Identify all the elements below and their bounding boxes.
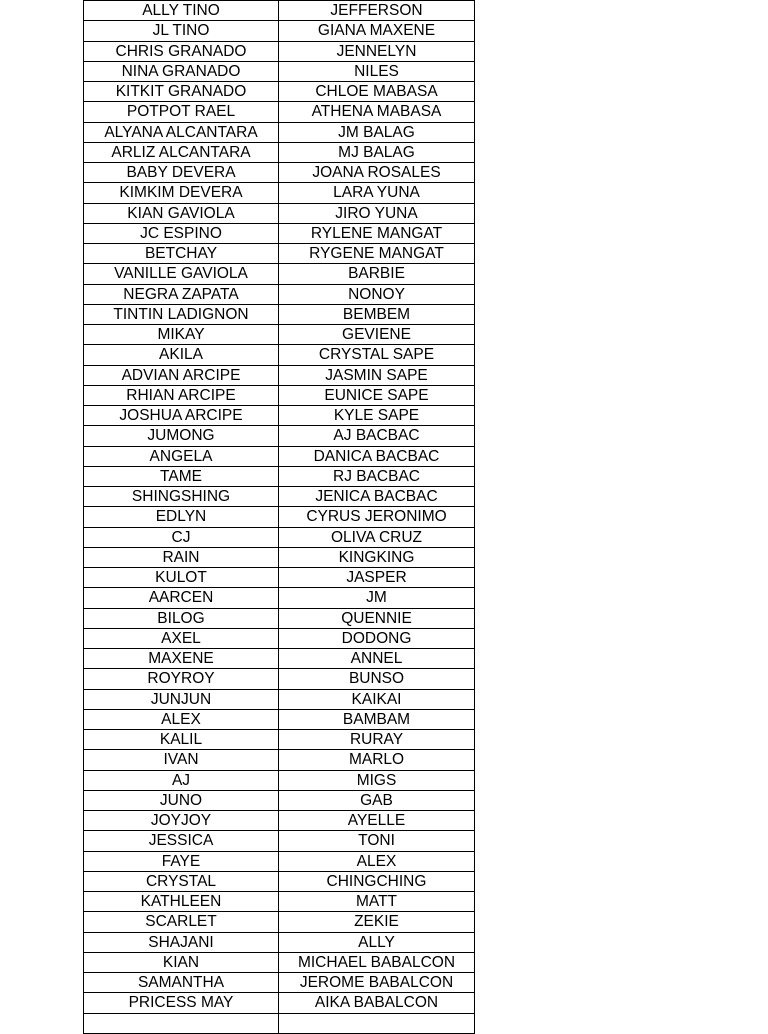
table-row [84, 304, 475, 324]
table-row [84, 203, 475, 223]
name-cell-right: RYGENE MANGAT [279, 244, 475, 264]
table-row [84, 892, 475, 912]
table-row [84, 82, 475, 102]
name-cell-right: DODONG [279, 628, 475, 648]
name-cell-left: PRICESS MAY [84, 993, 279, 1013]
name-list-sheet [83, 0, 475, 1034]
name-cell-right: MIGS [279, 770, 475, 790]
name-cell-right: BARBIE [279, 264, 475, 284]
table-row [84, 608, 475, 628]
table-row [84, 21, 475, 41]
name-cell-left: TAME [84, 466, 279, 486]
name-cell-left: AXEL [84, 628, 279, 648]
table-row [84, 973, 475, 993]
name-cell-right: JM [279, 588, 475, 608]
name-cell-left: MIKAY [84, 325, 279, 345]
table-row [84, 1013, 475, 1033]
table-row [84, 446, 475, 466]
name-cell-left: SAMANTHA [84, 973, 279, 993]
table-row [84, 426, 475, 446]
name-cell-right: LARA YUNA [279, 183, 475, 203]
name-cell-right: DANICA BACBAC [279, 446, 475, 466]
name-cell-left: KATHLEEN [84, 892, 279, 912]
name-cell-right: JM BALAG [279, 122, 475, 142]
table-row [84, 831, 475, 851]
name-cell-right: MICHAEL BABALCON [279, 952, 475, 972]
name-cell-right: RJ BACBAC [279, 466, 475, 486]
name-cell-left: KIMKIM DEVERA [84, 183, 279, 203]
name-cell-right: KAIKAI [279, 689, 475, 709]
name-cell-left: JUNO [84, 790, 279, 810]
name-cell-left: BILOG [84, 608, 279, 628]
name-cell-left: NEGRA ZAPATA [84, 284, 279, 304]
name-cell-left: KIAN [84, 952, 279, 972]
name-cell-left: KITKIT GRANADO [84, 82, 279, 102]
name-cell-left: KULOT [84, 568, 279, 588]
name-cell-left: JC ESPINO [84, 223, 279, 243]
table-row [84, 588, 475, 608]
name-cell-left: ADVIAN ARCIPE [84, 365, 279, 385]
name-cell-right: BEMBEM [279, 304, 475, 324]
name-cell-right: NONOY [279, 284, 475, 304]
table-row [84, 284, 475, 304]
table-row [84, 568, 475, 588]
name-cell-left: JUMONG [84, 426, 279, 446]
name-cell-left: BETCHAY [84, 244, 279, 264]
name-cell-right: GAB [279, 790, 475, 810]
name-cell-right: BUNSO [279, 669, 475, 689]
table-row [84, 1, 475, 21]
name-cell-left: JOSHUA ARCIPE [84, 406, 279, 426]
name-cell-right: JENNELYN [279, 41, 475, 61]
name-cell-right: AYELLE [279, 811, 475, 831]
table-row [84, 790, 475, 810]
name-cell-right: MARLO [279, 750, 475, 770]
table-row [84, 466, 475, 486]
name-cell-right: GIANA MAXENE [279, 21, 475, 41]
name-cell-left: SHINGSHING [84, 487, 279, 507]
table-row [84, 183, 475, 203]
name-cell-left: FAYE [84, 851, 279, 871]
name-cell-right: RURAY [279, 730, 475, 750]
table-row [84, 689, 475, 709]
name-cell-right: AIKA BABALCON [279, 993, 475, 1013]
name-cell-right: JASMIN SAPE [279, 365, 475, 385]
table-row [84, 385, 475, 405]
table-row [84, 365, 475, 385]
table-row [84, 163, 475, 183]
name-cell-right: MATT [279, 892, 475, 912]
table-row [84, 102, 475, 122]
table-row [84, 628, 475, 648]
name-cell-right: ALEX [279, 851, 475, 871]
name-cell-left: AARCEN [84, 588, 279, 608]
name-cell-left: ALEX [84, 709, 279, 729]
table-row [84, 325, 475, 345]
table-row [84, 649, 475, 669]
name-cell-left: ALLY TINO [84, 1, 279, 21]
name-cell-left: TINTIN LADIGNON [84, 304, 279, 324]
table-row [84, 730, 475, 750]
name-cell-right: GEVIENE [279, 325, 475, 345]
table-row [84, 122, 475, 142]
name-cell-right: JASPER [279, 568, 475, 588]
table-row [84, 345, 475, 365]
name-cell-right: CRYSTAL SAPE [279, 345, 475, 365]
name-cell-left: EDLYN [84, 507, 279, 527]
table-row [84, 61, 475, 81]
name-cell-left: CHRIS GRANADO [84, 41, 279, 61]
table-row [84, 750, 475, 770]
table-row [84, 41, 475, 61]
name-table-body [84, 1, 475, 1034]
name-cell-right: KINGKING [279, 547, 475, 567]
name-cell-right: JENICA BACBAC [279, 487, 475, 507]
name-cell-left: VANILLE GAVIOLA [84, 264, 279, 284]
table-row [84, 264, 475, 284]
name-cell-left: KALIL [84, 730, 279, 750]
name-cell-right: EUNICE SAPE [279, 385, 475, 405]
name-cell-left [84, 1013, 279, 1033]
table-row [84, 912, 475, 932]
table-row [84, 527, 475, 547]
name-cell-left: CJ [84, 527, 279, 547]
name-cell-left: JOYJOY [84, 811, 279, 831]
table-row [84, 871, 475, 891]
table-row [84, 223, 475, 243]
name-cell-left: RHIAN ARCIPE [84, 385, 279, 405]
name-table [83, 0, 475, 1034]
name-cell-right: NILES [279, 61, 475, 81]
name-cell-left: POTPOT RAEL [84, 102, 279, 122]
name-cell-right: ATHENA MABASA [279, 102, 475, 122]
table-row [84, 406, 475, 426]
name-cell-right: ZEKIE [279, 912, 475, 932]
name-cell-left: ALYANA ALCANTARA [84, 122, 279, 142]
name-cell-right: JIRO YUNA [279, 203, 475, 223]
name-cell-left: ROYROY [84, 669, 279, 689]
name-cell-left: IVAN [84, 750, 279, 770]
name-cell-right: CYRUS JERONIMO [279, 507, 475, 527]
name-cell-right: JOANA ROSALES [279, 163, 475, 183]
name-cell-left: AJ [84, 770, 279, 790]
name-cell-left: RAIN [84, 547, 279, 567]
name-cell-left: ARLIZ ALCANTARA [84, 142, 279, 162]
name-cell-right: CHLOE MABASA [279, 82, 475, 102]
table-row [84, 507, 475, 527]
name-cell-right: CHINGCHING [279, 871, 475, 891]
table-row [84, 709, 475, 729]
name-cell-right: JEFFERSON [279, 1, 475, 21]
name-cell-left: JUNJUN [84, 689, 279, 709]
name-cell-right: TONI [279, 831, 475, 851]
name-cell-right: JEROME BABALCON [279, 973, 475, 993]
table-row [84, 547, 475, 567]
name-cell-left: SHAJANI [84, 932, 279, 952]
table-row [84, 244, 475, 264]
name-cell-left: SCARLET [84, 912, 279, 932]
table-row [84, 669, 475, 689]
name-cell-left: JESSICA [84, 831, 279, 851]
name-cell-left: AKILA [84, 345, 279, 365]
name-cell-right [279, 1013, 475, 1033]
name-cell-right: BAMBAM [279, 709, 475, 729]
name-cell-left: NINA GRANADO [84, 61, 279, 81]
name-cell-right: AJ BACBAC [279, 426, 475, 446]
table-row [84, 851, 475, 871]
table-row [84, 142, 475, 162]
table-row [84, 770, 475, 790]
name-cell-left: ANGELA [84, 446, 279, 466]
name-cell-right: RYLENE MANGAT [279, 223, 475, 243]
name-cell-left: KIAN GAVIOLA [84, 203, 279, 223]
table-row [84, 993, 475, 1013]
name-cell-left: BABY DEVERA [84, 163, 279, 183]
table-row [84, 487, 475, 507]
name-cell-left: MAXENE [84, 649, 279, 669]
name-cell-right: ALLY [279, 932, 475, 952]
name-cell-right: ANNEL [279, 649, 475, 669]
name-cell-left: CRYSTAL [84, 871, 279, 891]
name-cell-left: JL TINO [84, 21, 279, 41]
name-cell-right: MJ BALAG [279, 142, 475, 162]
table-row [84, 932, 475, 952]
table-row [84, 952, 475, 972]
table-row [84, 811, 475, 831]
name-cell-right: OLIVA CRUZ [279, 527, 475, 547]
name-cell-right: KYLE SAPE [279, 406, 475, 426]
name-cell-right: QUENNIE [279, 608, 475, 628]
